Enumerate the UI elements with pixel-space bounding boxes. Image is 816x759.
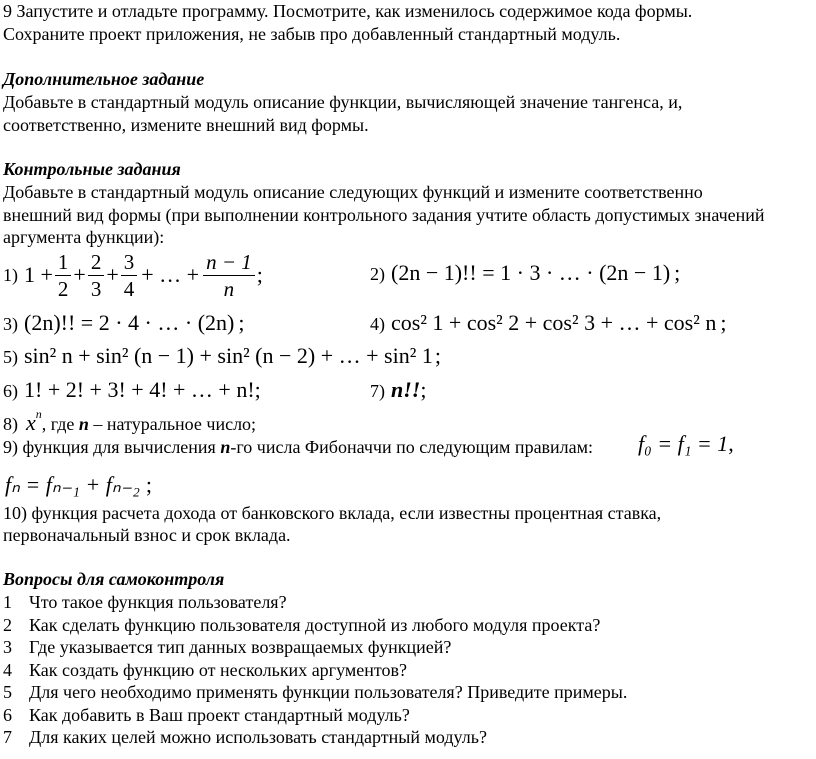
formula-8-number: 8) [3, 414, 18, 434]
question-text: Где указывается тип данных возвращаемых функцией? [29, 637, 452, 657]
formula-8: 8) $x^n$, где n – натуральное число; [3, 407, 257, 435]
control-tasks-line-2: внешний вид формы (при выполнении контрольного задания учтите область допустимых значений [3, 205, 765, 225]
question-item [3, 636, 627, 659]
formula-9-initial: f₀ = f₁ = 1, [638, 431, 734, 456]
formula-10-line-2: первоначальный взнос и срок вклада. [3, 525, 291, 545]
formula-1: 1) 1 + $\frac{1}{2}$ + $\frac{2}{3}$ + $\frac{3}{4}$ + … + $\frac{n - 1}{n}$ ; [3, 249, 263, 301]
formula-7-number: 7) [370, 381, 385, 401]
question-number: 1 [3, 592, 12, 612]
formula-1-fraction-1: $\frac{1}{2}$ [55, 249, 72, 302]
question-item [3, 726, 627, 749]
formula-10-line-1: 10) функция расчета дохода от банковского вклада, если известны процентная ставка, [3, 503, 662, 523]
question-number: 3 [3, 637, 12, 657]
extra-task-line-2: соответственно, измените внешний вид формы. [3, 115, 369, 135]
question-item [3, 591, 627, 614]
task-9-line-2: Сохраните проект приложения, не забыв про добавленный стандартный модуль. [3, 24, 621, 44]
formula-4: 4) cos² 1 + cos² 2 + cos² 3 + … + cos² n ; [370, 310, 727, 335]
formula-7: 7) n!!; [370, 377, 427, 402]
question-item [3, 704, 627, 727]
question-text: Для каких целей можно использовать стандартный модуль? [29, 727, 487, 747]
questions-list [3, 591, 627, 749]
formula-6-number: 6) [3, 381, 18, 401]
questions-heading: Вопросы для самоконтроля [3, 569, 225, 589]
formula-8-base: x [26, 410, 36, 435]
formula-5-expression: sin² n + sin² (n − 1) + sin² (n − 2) + … + sin² 1 [24, 343, 433, 368]
formula-6-expression: 1! + 2! + 3! + 4! + … + n! [24, 377, 255, 402]
formula-2-expression: (2n − 1)!! = 1 · 3 · … · (2n − 1) [391, 260, 671, 285]
question-item [3, 614, 627, 637]
question-text: Как создать функцию от нескольких аргументов? [29, 659, 407, 680]
control-tasks-line-1: Добавьте в стандартный модуль описание следующих функций и измените соответственно [3, 182, 703, 202]
control-tasks-line-3: аргумента функции): [3, 227, 165, 247]
extra-task-line-1: Добавьте в стандартный модуль описание функции, вычисляющей значение тангенса, и, [3, 92, 683, 112]
formula-4-expression: cos² 1 + cos² 2 + cos² 3 + … + cos² n [391, 310, 717, 335]
formula-3-number: 3) [3, 314, 18, 334]
question-number: 2 [3, 614, 12, 635]
formula-1-fraction-2: $\frac{2}{3}$ [88, 249, 105, 302]
extra-task-heading: Дополнительное задание [3, 69, 205, 89]
question-number: 4 [3, 659, 12, 680]
question-item [3, 659, 627, 682]
question-number: 5 [3, 682, 12, 702]
question-text: Как добавить в Ваш проект стандартный модуль? [29, 704, 410, 725]
task-9-line-1: 9 Запустите и отладьте программу. Посмотрите, как изменилось содержимое кода формы. [3, 1, 693, 21]
question-number: 7 [3, 727, 12, 747]
formula-3-expression: (2n)!! = 2 · 4 · … · (2n) [24, 310, 235, 335]
formula-9-recurrence: fₙ = fₙ₋₁ + fₙ₋₂ ; [5, 472, 152, 497]
question-text: Что такое функция пользователя? [29, 592, 287, 612]
formula-7-expression: n!! [391, 377, 421, 402]
formula-9-text: 9) функция для вычисления n-го числа Фибоначчи по следующим правилам: [3, 437, 594, 457]
formula-3: 3) (2n)!! = 2 · 4 · … · (2n) ; [3, 310, 245, 335]
control-tasks-heading: Контрольные задания [3, 159, 181, 179]
formula-1-fraction-4: $\frac{n - 1}{n}$ [203, 249, 255, 302]
formula-4-number: 4) [370, 314, 385, 334]
formula-1-number: 1) [3, 264, 18, 285]
question-item [3, 681, 627, 704]
question-text: Как сделать функцию пользователя доступной из любого модуля проекта? [29, 614, 601, 635]
formula-2-number: 2) [370, 264, 385, 284]
formula-1-start: 1 + [24, 262, 53, 287]
formula-6: 6) 1! + 2! + 3! + 4! + … + n!; [3, 377, 261, 402]
question-text: Для чего необходимо применять функции пользователя? Приведите примеры. [29, 682, 628, 702]
formula-5: 5) sin² n + sin² (n − 1) + sin² (n − 2) + … + sin² 1; [3, 343, 441, 368]
formula-1-fraction-3: $\frac{3}{4}$ [121, 249, 138, 302]
question-number: 6 [3, 704, 12, 725]
formula-5-number: 5) [3, 347, 18, 367]
formula-2: 2) (2n − 1)!! = 1 · 3 · … · (2n − 1) ; [370, 260, 681, 285]
formula-8-exponent: n [35, 407, 42, 421]
